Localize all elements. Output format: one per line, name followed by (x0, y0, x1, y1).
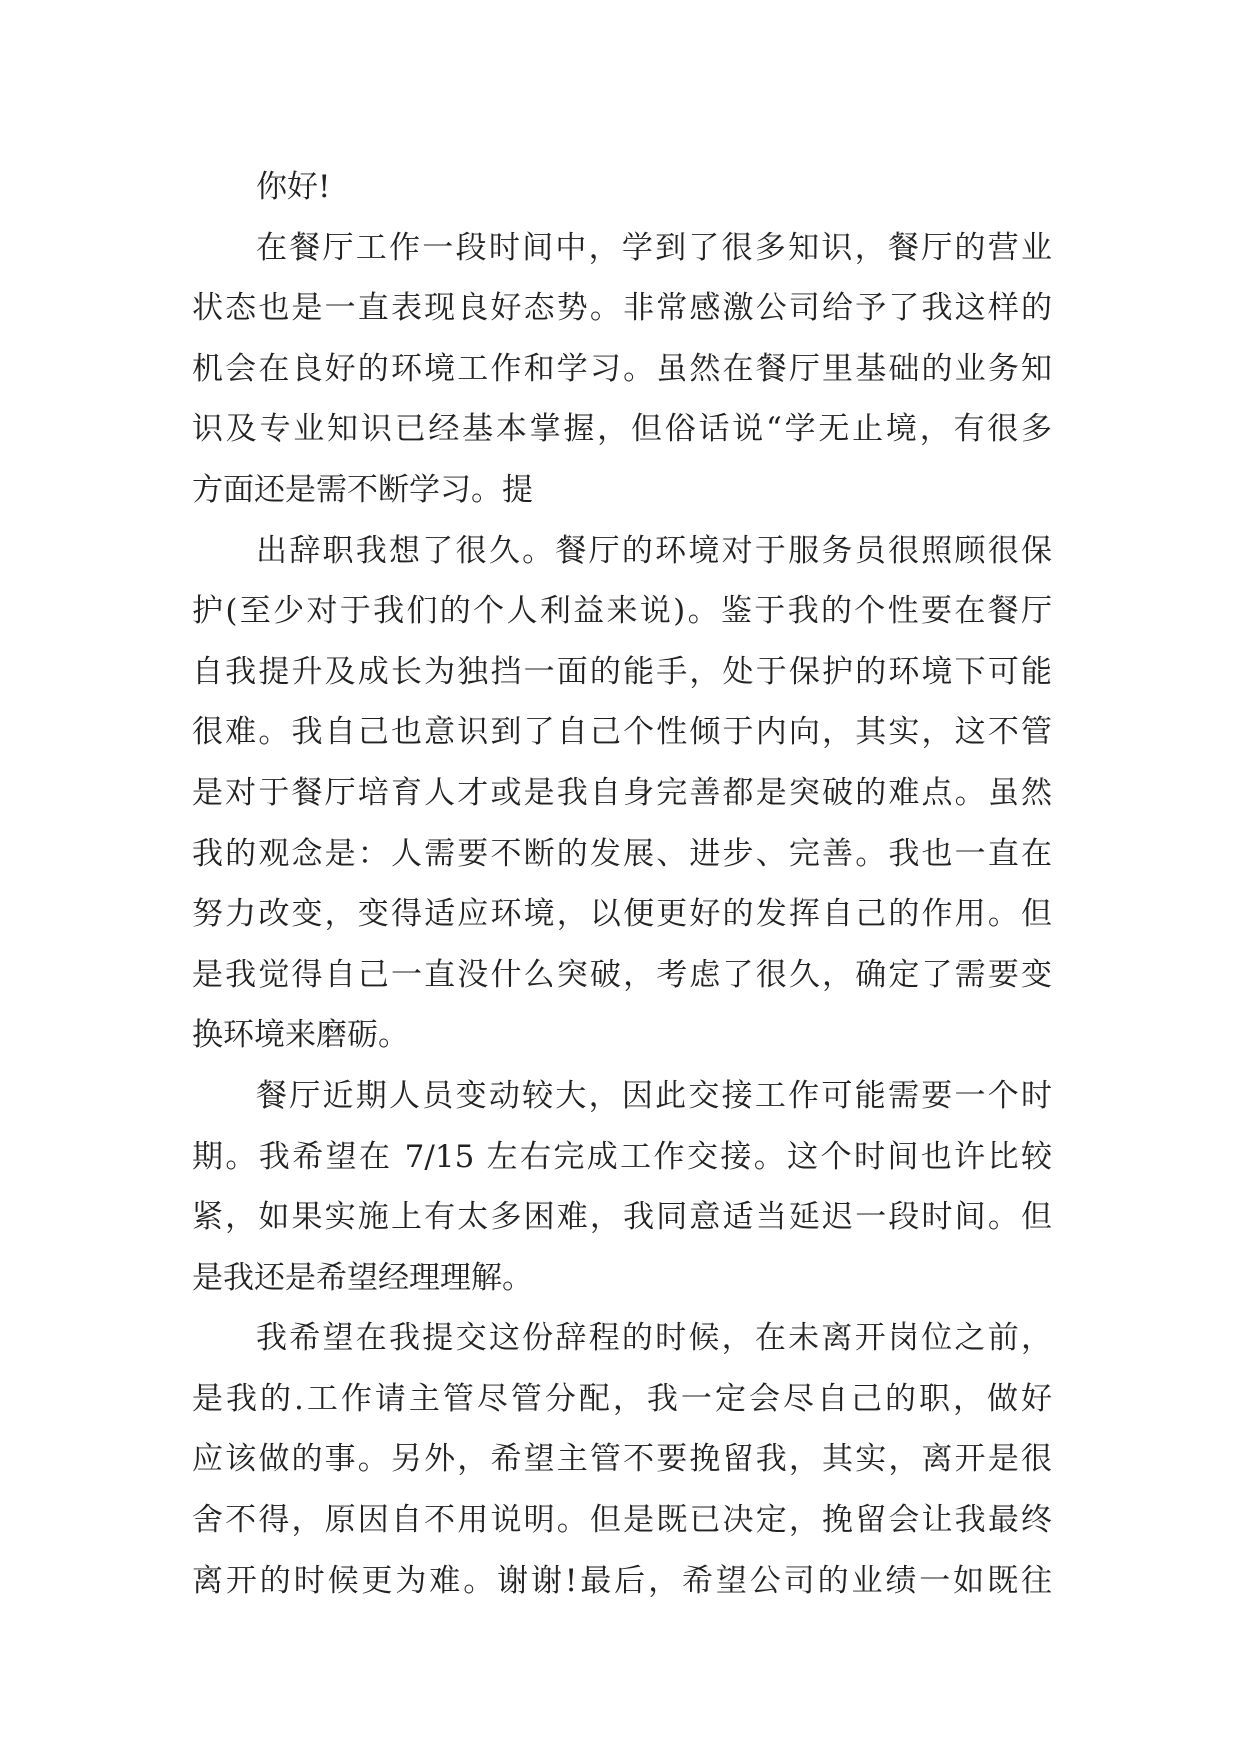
text-line: 状态也是一直表现良好态势。非常感激公司给予了我这样的 (192, 290, 1052, 327)
text-line: 自我提升及成长为独挡一面的能手，处于保护的环境下可能 (192, 653, 1052, 690)
letter-body (192, 157, 1052, 1611)
text-line: 是我觉得自己一直没什么突破，考虑了很久，确定了需要变 (192, 956, 1052, 993)
text-line: 餐厅近期人员变动较大，因此交接工作可能需要一个时 (256, 1077, 1052, 1114)
text-line: 努力改变，变得适应环境，以便更好的发挥自己的作用。但 (192, 896, 1052, 933)
text-line: 识及专业知识已经基本掌握，但俗话说“学无止境，有很多 (192, 411, 1052, 448)
text-line: 换环境来磨砺。 (192, 1017, 409, 1054)
text-line: 在餐厅工作一段时间中，学到了很多知识，餐厅的营业 (256, 229, 1052, 266)
text-line: 我的观念是：人需要不断的发展、进步、完善。我也一直在 (192, 835, 1052, 872)
text-line: 是我还是希望经理理解。 (192, 1259, 533, 1296)
text-line: 是对于餐厅培育人才或是我自身完善都是突破的难点。虽然 (192, 774, 1052, 811)
text-line: 护(至少对于我们的个人利益来说)。鉴于我的个性要在餐厅 (192, 593, 1052, 630)
text-line: 期。我希望在 7/15 左右完成工作交接。这个时间也许比较 (192, 1138, 1052, 1175)
text-line: 应该做的事。另外，希望主管不要挽留我，其实，离开是很 (192, 1441, 1052, 1478)
text-line: 出辞职我想了很久。餐厅的环境对于服务员很照顾很保 (256, 532, 1052, 569)
text-line: 方面还是需不断学习。提 (192, 471, 533, 508)
text-line: 机会在良好的环境工作和学习。虽然在餐厅里基础的业务知 (192, 350, 1052, 387)
text-line: 离开的时候更为难。谢谢!最后，希望公司的业绩一如既往 (192, 1562, 1052, 1599)
text-line: 是我的.工作请主管尽管分配，我一定会尽自己的职，做好 (192, 1380, 1052, 1417)
text-line: 紧，如果实施上有太多困难，我同意适当延迟一段时间。但 (192, 1199, 1052, 1236)
text-line: 很难。我自己也意识到了自己个性倾于内向，其实，这不管 (192, 714, 1052, 751)
text-line: 舍不得，原因自不用说明。但是既已决定，挽留会让我最终 (192, 1502, 1052, 1539)
greeting-line: 你好! (256, 169, 331, 205)
text-line: 我希望在我提交这份辞程的时候，在未离开岗位之前， (256, 1320, 1052, 1357)
